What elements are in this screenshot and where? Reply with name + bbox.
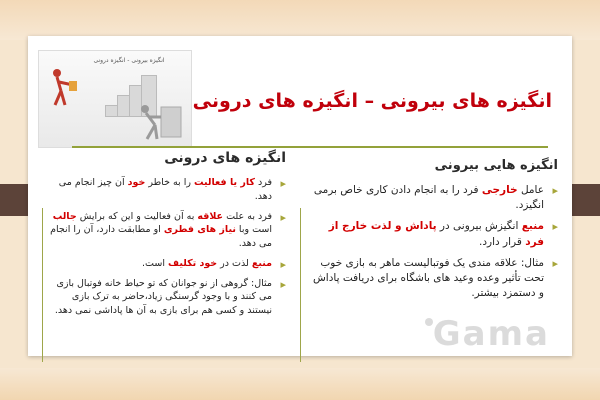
left-column-rule: [42, 208, 43, 362]
external-bullet-item: [308, 256, 558, 302]
internal-bullet-item: [46, 277, 286, 318]
slide: [28, 36, 572, 356]
highlighted-text: علاقه: [197, 210, 224, 222]
internal-motivation-heading: انگیزه های درونی: [164, 150, 286, 166]
text-run: لذت در: [217, 257, 252, 269]
text-run: انگیزش بیرونی در: [436, 220, 522, 233]
text-run: فرد: [254, 177, 272, 188]
highlighted-text: نیاز های فطری: [163, 224, 236, 236]
text-run: مثال: گروهی از نو جوانان که تو حیاط خانه فوتبال بازی می کنند و با وجود گرسنگی زیاد،حاضر به ترک بازی نیستند و کسی هم برای بازی به آن ها پاداشی نمی دهد.: [54, 277, 272, 317]
external-bullet-item: [308, 219, 558, 249]
gama-watermark: Gama: [423, 314, 550, 354]
right-column-rule: [300, 208, 301, 362]
text-run: فرد به علت: [223, 210, 272, 222]
external-bullet-item: [308, 183, 558, 213]
external-motivation-column: [308, 158, 558, 308]
text-run: قرار دارد.: [479, 235, 526, 248]
red-figure-pushing-icon: [47, 67, 77, 107]
internal-bullet-item: [46, 176, 286, 204]
text-run: است.: [142, 257, 168, 269]
text-run: فرد را به انجام دادن کاری خاص برمی انگیزد.: [313, 184, 544, 212]
title-divider: [72, 146, 548, 148]
internal-motivation-column: [46, 150, 286, 324]
internal-bullet-item: [46, 210, 286, 251]
highlighted-text: خود تکلیف: [168, 257, 218, 269]
text-run: به آن فعالیت و این که برایش: [76, 210, 198, 222]
header-illustration: [38, 50, 192, 148]
highlighted-text: پاداش و لذت خارج از فرد: [328, 220, 544, 248]
illustration-caption: انگیزه بیرونی - انگیزه درونی: [93, 57, 165, 64]
text-run: است وبا: [235, 224, 272, 236]
text-run: عامل: [517, 184, 544, 196]
external-motivation-heading: انگیزه هایی بیرونی: [434, 158, 558, 173]
internal-bullet-item: [46, 257, 286, 271]
highlighted-text: منبع: [521, 220, 544, 233]
highlighted-text: جالب: [52, 210, 77, 222]
slide-title: انگیزه های بیرونی – انگیزه های درونی: [192, 90, 552, 112]
watermark-dot-icon: [425, 318, 433, 326]
gray-figure-pushing-block-icon: [135, 95, 183, 143]
text-run: او مطابقت دارد، آن را انجام می دهد.: [50, 224, 272, 250]
left-accent-bar: [0, 184, 30, 216]
highlighted-text: خود: [127, 177, 146, 188]
background-top: [0, 0, 600, 40]
highlighted-text: منبع: [251, 257, 272, 269]
highlighted-text: خارجی: [481, 184, 518, 196]
background-bottom: [0, 368, 600, 400]
highlighted-text: کار یا فعالیت: [193, 177, 255, 188]
external-motivation-list: [308, 183, 558, 302]
internal-motivation-list: [46, 176, 286, 318]
text-run: را به خاطر: [145, 177, 194, 188]
text-run: مثال: علاقه مندی یک فوتبالیست ماهر به بازی خوب تحت تأثیر وعده وعید های باشگاه برای دریافت پاداش و دستمزد بیشتر.: [312, 256, 544, 300]
text-run: آن چیز انجام می دهد.: [58, 177, 272, 202]
right-accent-bar: [570, 184, 600, 216]
